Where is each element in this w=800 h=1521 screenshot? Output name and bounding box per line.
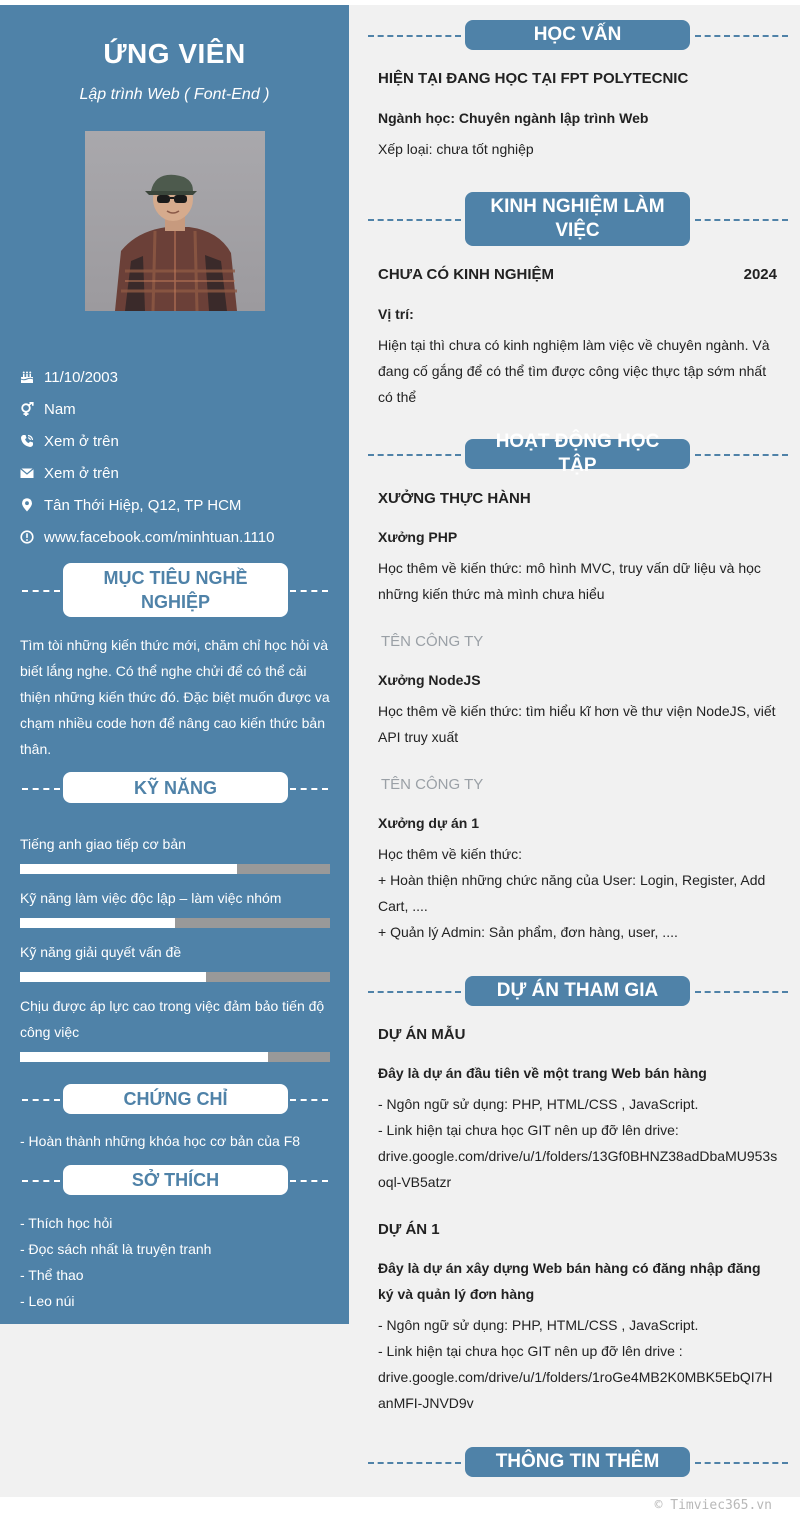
experience-company: CHƯA CÓ KINH NGHIỆM (378, 266, 555, 283)
project-language: - Ngôn ngữ sử dụng: PHP, HTML/CSS , JavaScript. (378, 1317, 699, 1333)
education-major: Ngành học: Chuyên ngành lập trình Web (378, 110, 649, 126)
experience-title: KINH NGHIỆM LÀM VIỆC (465, 192, 690, 246)
contact-address (20, 494, 340, 516)
activity-description (378, 841, 778, 945)
hobby-item: - Thích học hỏi (20, 1215, 113, 1231)
job-title: Lập trình Web ( Font-End ) (79, 86, 270, 103)
activity-company: TÊN CÔNG TY (381, 633, 484, 650)
heading-divider (22, 590, 60, 592)
contact-phone (20, 430, 340, 452)
activity-name: Xưởng dự án 1 (378, 815, 480, 831)
skills-title: KỸ NĂNG (63, 772, 288, 803)
activity-description-line: + Hoàn thiện những chức năng của User: Login, Register, Add Cart, .... (378, 872, 766, 914)
activity-description: Học thêm về kiến thức: mô hình MVC, truy vấn dữ liệu và học những kiến thức mà mình chưa hiểu (378, 560, 761, 602)
sidebar (0, 5, 349, 1324)
project-summary: Đây là dự án xây dựng Web bán hàng có đăng nhập đăng ký và quản lý đơn hàng (378, 1260, 761, 1302)
skills-heading (20, 772, 330, 803)
hobbies-heading (20, 1165, 330, 1195)
skill-bar (20, 1052, 330, 1062)
skill-bar-fill (20, 972, 206, 982)
facebook-link[interactable]: www.facebook.com/minhtuan.1110 (44, 528, 275, 546)
candidate-name: ỨNG VIÊN (103, 38, 246, 69)
project-link-note: - Link hiện tại chưa học GIT nên up đỡ lên drive : (378, 1343, 683, 1359)
skill-label: Kỹ năng giải quyết vấn đề (20, 944, 182, 960)
heading-divider (695, 454, 788, 456)
project-details (378, 1091, 778, 1195)
skill-label: Tiếng anh giao tiếp cơ bản (20, 836, 186, 852)
heading-divider (290, 590, 328, 592)
activity-description-line: + Quản lý Admin: Sản phẩm, đơn hàng, user, .... (378, 924, 678, 940)
activity-name: Xưởng PHP (378, 529, 458, 545)
project-details (378, 1312, 778, 1416)
contact-facebook (20, 526, 340, 548)
extra-heading (368, 1447, 788, 1477)
hobby-item: - Thể thao (20, 1267, 84, 1283)
activities-title: HOẠT ĐỘNG HỌC TẬP (465, 439, 690, 469)
avatar-photo (85, 131, 265, 311)
heading-divider (368, 454, 461, 456)
hobbies-title: SỞ THÍCH (63, 1165, 288, 1195)
birthday-value: 11/10/2003 (44, 368, 118, 386)
experience-description: Hiện tại thì chưa có kinh nghiệm làm việc về chuyên ngành. Và đang cố gắng để có thể tìm được công việc thực tập sớm nhất có thể (378, 337, 770, 405)
skill-bar-fill (20, 1052, 268, 1062)
heading-divider (290, 1180, 328, 1182)
skill-bar (20, 918, 330, 928)
mail-icon (20, 466, 34, 480)
hobby-item: - Leo núi (20, 1293, 75, 1309)
skill-bar (20, 864, 330, 874)
experience-heading (368, 192, 788, 246)
projects-heading (368, 976, 788, 1006)
activities-heading (368, 431, 788, 476)
activity-company: TÊN CÔNG TY (381, 776, 484, 793)
skill-bar (20, 972, 330, 982)
experience-position: Vị trí: (378, 306, 414, 322)
heading-divider (22, 788, 60, 790)
project-language: - Ngôn ngữ sử dụng: PHP, HTML/CSS , JavaScript. (378, 1096, 699, 1112)
heading-divider (290, 1099, 328, 1101)
activity-name: Xưởng NodeJS (378, 672, 481, 688)
project-link[interactable]: drive.google.com/drive/u/1/folders/13Gf0BHNZ38adDbaMU953soql-VB5atzr (378, 1148, 778, 1190)
heading-divider (695, 1462, 788, 1464)
education-school: HIỆN TẠI ĐANG HỌC TẠI FPT POLYTECNIC (378, 70, 689, 87)
project-summary: Đây là dự án đầu tiên về một trang Web bán hàng (378, 1065, 707, 1081)
activity-description: Học thêm về kiến thức: tìm hiểu kĩ hơn về thư viện NodeJS, viết API truy xuất (378, 703, 776, 745)
heading-divider (368, 991, 461, 993)
education-heading (368, 20, 788, 50)
skill-bar-fill (20, 918, 175, 928)
heading-divider (290, 788, 328, 790)
experience-year: 2024 (743, 266, 777, 283)
education-rank: Xếp loại: chưa tốt nghiệp (378, 141, 534, 157)
avatar (85, 131, 265, 311)
hobbies-list (20, 1210, 332, 1314)
heading-divider (368, 35, 461, 37)
footer-copyright: © Timviec365.vn (654, 1498, 772, 1513)
contact-birthday (20, 366, 340, 388)
certificate-item: - Hoàn thành những khóa học cơ bản của F8 (20, 1133, 301, 1149)
cv-page (0, 5, 800, 1497)
skill-label: Chịu được áp lực cao trong việc đảm bảo tiến độ công việc (20, 998, 325, 1040)
career-goal-title: MỤC TIÊU NGHỀ NGHIỆP (63, 563, 288, 617)
gender-value: Nam (44, 400, 76, 418)
project-link-note: - Link hiện tại chưa học GIT nên up đỡ lên drive: (378, 1122, 679, 1138)
location-icon (20, 498, 34, 512)
address-value: Tân Thới Hiệp, Q12, TP HCM (44, 496, 242, 514)
heading-divider (368, 219, 461, 221)
certificates-title: CHỨNG CHỈ (63, 1084, 288, 1114)
activity-organization: XƯỞNG THỰC HÀNH (378, 490, 531, 507)
extra-title: THÔNG TIN THÊM (465, 1447, 690, 1477)
project-name: DỰ ÁN 1 (378, 1221, 440, 1238)
email-value: Xem ở trên (44, 464, 119, 482)
activity-description-line: Học thêm về kiến thức: (378, 846, 522, 862)
hobby-item: - Đọc sách nhất là truyện tranh (20, 1241, 212, 1257)
heading-divider (22, 1180, 60, 1182)
skill-label: Kỹ năng làm việc độc lập – làm việc nhóm (20, 890, 282, 906)
skill-bar-fill (20, 864, 237, 874)
contact-gender (20, 398, 340, 420)
gender-icon (20, 402, 34, 416)
info-icon (20, 530, 34, 544)
career-goal-heading (20, 563, 330, 617)
heading-divider (22, 1099, 60, 1101)
project-name: DỰ ÁN MẪU (378, 1026, 466, 1043)
contact-email (20, 462, 340, 484)
education-title: HỌC VẤN (465, 20, 690, 50)
phone-value: Xem ở trên (44, 432, 119, 450)
heading-divider (695, 991, 788, 993)
heading-divider (368, 1462, 461, 1464)
heading-divider (695, 35, 788, 37)
birthday-cake-icon (20, 370, 34, 384)
career-goal-text: Tìm tòi những kiến thức mới, chăm chỉ học hỏi và biết lắng nghe. Có thể nghe chửi để có thể cải thiện những kiến thức đó. Đặc biệt muốn được va chạm nhiều code hơn để nâng cao kiến thức bản thân. (20, 637, 330, 757)
project-link[interactable]: drive.google.com/drive/u/1/folders/1roGe4MB2K0MBK5EbQI7HanMFI-JNVD9v (378, 1369, 773, 1411)
heading-divider (695, 219, 788, 221)
phone-icon (20, 434, 34, 448)
certificates-heading (20, 1084, 330, 1114)
projects-title: DỰ ÁN THAM GIA (465, 976, 690, 1006)
